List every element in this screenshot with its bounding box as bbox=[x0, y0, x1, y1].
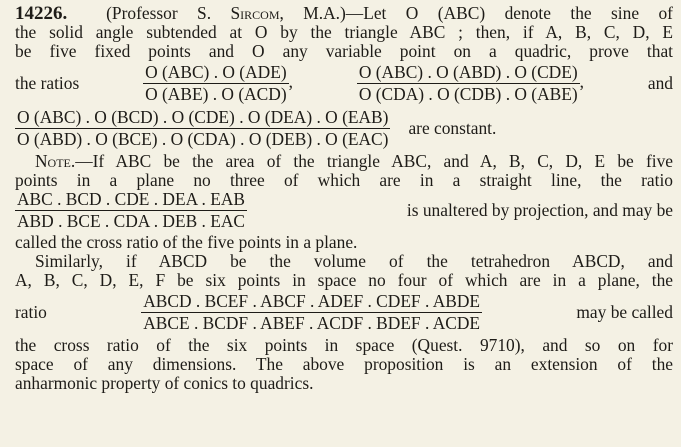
text-line: called the cross ratio of the five points in a plane. bbox=[15, 232, 358, 252]
ratios-label: the ratios bbox=[15, 73, 80, 93]
ratio-three-row bbox=[15, 108, 673, 149]
ratio-comma: , bbox=[579, 71, 585, 92]
note-line bbox=[15, 152, 673, 171]
ratio-one-numerator: O (ABC) . O (ADE) bbox=[145, 62, 287, 82]
ratio-three-numerator: O (ABC) . O (BCD) . O (CDE) . O (DEA) . O (EAB) bbox=[17, 107, 389, 127]
similarly-ratio bbox=[141, 292, 482, 333]
note-ratio-after: is unaltered by projection, and may be bbox=[406, 200, 673, 220]
author-open: (Professor S. bbox=[106, 3, 212, 23]
ratio-two-denominator: O (CDA) . O (CDB) . O (ABE) bbox=[358, 84, 578, 104]
similarly-ratio-numerator: ABCD . BCEF . ABCF . ADEF . CDEF . ABDE bbox=[143, 291, 481, 311]
constant-text: are constant. bbox=[408, 118, 497, 138]
text-line: be five fixed points and O any variable point on a quadric, prove that bbox=[15, 41, 673, 61]
text-line: the cross ratio of the six points in space (Quest. 9710), and so on for bbox=[15, 335, 673, 355]
text-line: Similarly, if ABCD be the volume of the tetrahedron ABCD, and bbox=[35, 251, 673, 271]
ratio-two bbox=[357, 63, 580, 104]
ratio-comma: , bbox=[288, 71, 293, 92]
author-name: Sircom bbox=[230, 3, 280, 23]
ratio-one-denominator: O (ABE) . O (ACD) bbox=[145, 84, 287, 104]
similarly-ratio-row bbox=[15, 292, 673, 333]
note-ratio-denominator: ABD . BCE . CDA . DEB . EAC bbox=[17, 211, 246, 231]
similarly-ratio-label: ratio bbox=[15, 302, 47, 322]
text-line: space of any dimensions. The above proposition is an extension of the bbox=[15, 354, 673, 374]
ratios-row bbox=[15, 63, 673, 104]
problem-heading-line bbox=[15, 4, 673, 23]
note-ratio-numerator: ABC . BCD . CDE . DEA . EAB bbox=[17, 189, 246, 209]
ratio-one bbox=[143, 63, 289, 104]
ratio-three-denominator: O (ABD) . O (BCE) . O (CDA) . O (DEB) . O (EAC) bbox=[17, 129, 389, 149]
intro-text: , M.A.)—Let O (ABC) denote the sine of bbox=[279, 3, 673, 23]
note-ratio-row bbox=[15, 190, 673, 231]
ratio-two-numerator: O (ABC) . O (ABD) . O (CDE) bbox=[358, 62, 578, 82]
text-line: A, B, C, D, E, F be six points in space no four of which are in a plane, the bbox=[15, 270, 673, 290]
note-label: Note bbox=[35, 151, 71, 171]
note-text: .—If ABC be the area of the triangle ABC, and A, B, C, D, E be five bbox=[70, 151, 673, 171]
and-word: and bbox=[647, 73, 673, 93]
text-line: anharmonic property of conics to quadrics. bbox=[15, 373, 314, 393]
text-line: the solid angle subtended at O by the triangle ABC ; then, if A, B, C, D, E bbox=[15, 22, 673, 42]
similarly-ratio-denominator: ABCE . BCDF . ABEF . ACDF . BDEF . ACDE bbox=[143, 313, 481, 333]
text-line: points in a plane no three of which are in a straight line, the ratio bbox=[15, 170, 673, 190]
problem-number: 14226. bbox=[15, 3, 68, 24]
note-ratio bbox=[15, 190, 247, 231]
similarly-ratio-after: may be called bbox=[576, 302, 673, 322]
ratio-three bbox=[15, 108, 390, 149]
